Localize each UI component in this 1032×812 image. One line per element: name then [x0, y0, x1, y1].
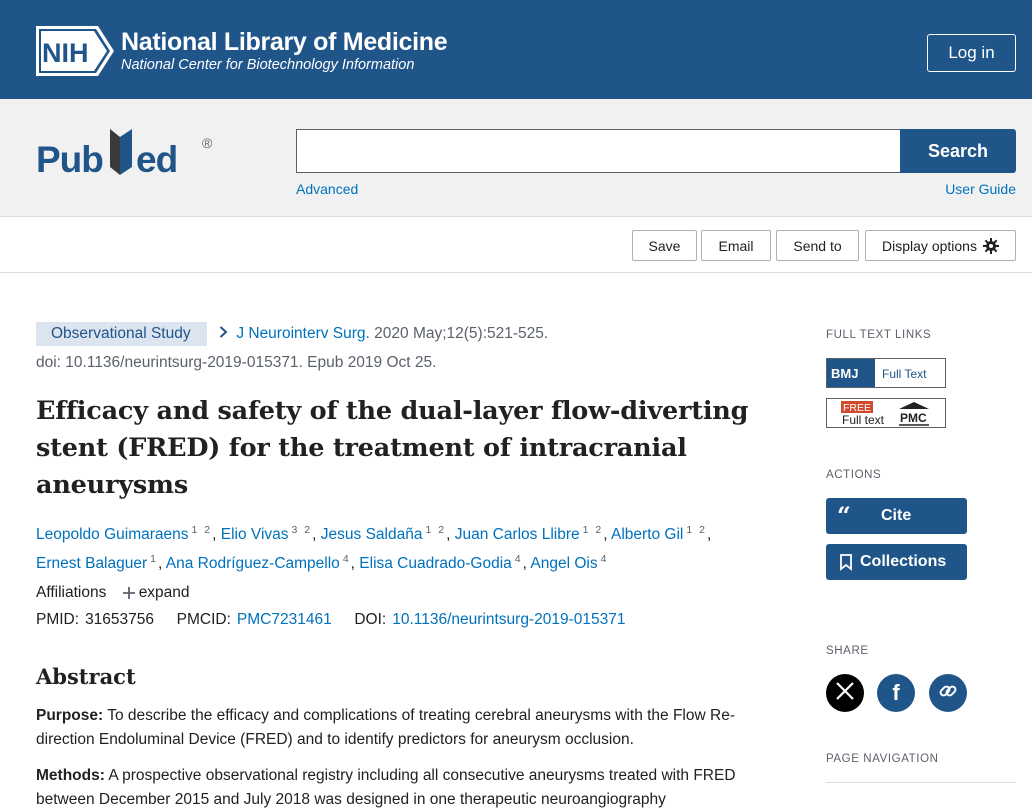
author-link[interactable]: Ana Rodríguez-Campello — [165, 555, 340, 573]
affiliations-label: Affiliations — [36, 584, 107, 601]
link-icon — [938, 681, 958, 706]
pmc-brand: PMC — [900, 411, 927, 425]
doi-line: doi: 10.1136/neurintsurg-2019-015371. Epub 2019 Oct 25. — [36, 354, 437, 371]
save-label: Save — [648, 237, 681, 254]
nih-logo[interactable] — [36, 26, 114, 76]
expand-label: expand — [138, 584, 190, 601]
facebook-icon: f — [892, 680, 900, 705]
doi-link[interactable]: 10.1136/neurintsurg-2019-015371 — [392, 611, 626, 628]
save-button[interactable] — [632, 230, 697, 261]
nih-logo-text: NIH — [42, 38, 89, 68]
page-navigation-divider — [826, 782, 1016, 783]
author-affiliation-refs[interactable]: 4 — [600, 553, 609, 566]
methods-text: A prospective observational registry including all consecutive aneurysms treated with FRED between December 2015 and July 2018 was designed in one therapeutic neuroangiography — [36, 767, 736, 808]
author-item — [611, 526, 707, 543]
pmid-value: 31653756 — [85, 611, 155, 628]
pmc-full-text-link[interactable] — [826, 398, 946, 428]
pmid-label: PMID: — [36, 611, 80, 628]
email-label: Email — [718, 237, 754, 254]
bmj-brand: BMJ — [831, 366, 859, 381]
author-affiliation-refs[interactable]: 1 2 — [425, 524, 447, 536]
publication-type-badge[interactable]: Observational Study — [36, 322, 207, 346]
collections-label: Collections — [860, 553, 947, 570]
author-list: Leopoldo Guimaraens $^{1 2}$, Elio Vivas $^{3 2}$, Jesus Saldaña $^{1 2}$, Juan Carlos Llibre $^{1 2}$, Alberto Gil $^{1 2}$, Ernest Balaguer $^1$, Ana Rodríguez-Campello $^4$, Elisa Cuadrado-Godia $^4$, Angel Ois $^4$ — [36, 524, 712, 573]
pubmed-book-icon — [110, 129, 120, 175]
abstract-purpose — [36, 704, 766, 752]
author-link[interactable]: Juan Carlos Llibre — [454, 526, 580, 544]
send-to-label: Send to — [793, 237, 842, 254]
author-link[interactable]: Elisa Cuadrado-Godia — [359, 555, 512, 573]
full-text-links-heading: FULL TEXT LINKS — [826, 329, 932, 341]
plus-icon — [123, 586, 135, 604]
author-item — [36, 526, 212, 543]
author-link[interactable]: Ernest Balaguer — [36, 555, 148, 573]
author-item — [166, 555, 351, 572]
methods-label: Methods: — [36, 767, 105, 784]
search-band — [0, 99, 1032, 217]
author-item — [455, 526, 604, 543]
x-icon — [835, 681, 855, 706]
page-navigation-heading: PAGE NAVIGATION — [826, 753, 939, 765]
display-options-label: Display options — [882, 237, 977, 254]
nih-subtitle: National Center for Biotechnology Information — [121, 57, 415, 73]
author-link[interactable]: Jesus Saldaña — [320, 526, 423, 544]
author-item — [530, 555, 608, 572]
journal-citation — [219, 325, 548, 343]
email-button[interactable] — [701, 230, 771, 261]
svg-text:®: ® — [202, 135, 213, 151]
author-item — [221, 526, 312, 543]
author-link[interactable]: Alberto Gil — [611, 526, 684, 544]
author-affiliation-refs[interactable]: 1 — [150, 553, 158, 566]
author-item — [36, 555, 158, 572]
author-affiliation-refs[interactable]: 1 2 — [582, 524, 604, 536]
affiliations-row — [36, 584, 190, 604]
nih-title[interactable]: National Library of Medicine — [121, 28, 448, 56]
doi-label: DOI: — [354, 611, 387, 628]
purpose-text: To describe the efficacy and complications of treating cerebral aneurysms with the Flow Re-direction Endoluminal Device (FRED) and to identify predictors for aneurysm occlusion. — [36, 707, 735, 748]
quote-icon: “ — [837, 501, 851, 530]
user-guide-link[interactable]: User Guide — [945, 181, 1016, 197]
pmcid-label: PMCID: — [176, 611, 231, 628]
gear-icon — [983, 238, 999, 254]
share-facebook-button[interactable] — [877, 674, 915, 712]
purpose-label: Purpose: — [36, 707, 104, 724]
advanced-search-link[interactable]: Advanced — [296, 181, 359, 197]
author-affiliation-refs[interactable]: 1 2 — [686, 524, 707, 536]
actions-heading: ACTIONS — [826, 469, 882, 481]
svg-text:Pub: Pub — [36, 139, 103, 180]
share-copy-link-button[interactable] — [929, 674, 967, 712]
share-heading: SHARE — [826, 645, 869, 657]
login-button[interactable]: Log in — [927, 34, 1016, 72]
abstract-methods — [36, 764, 766, 812]
article-toolbar — [0, 217, 1032, 273]
article-title: Efficacy and safety of the dual-layer flow-diverting stent (FRED) for the treatment of intracranial aneurysms — [36, 396, 749, 500]
author-affiliation-refs[interactable]: 4 — [342, 553, 351, 566]
pmc-label: Full text — [842, 413, 885, 427]
nih-header — [0, 0, 1032, 99]
bookmark-icon — [840, 554, 852, 575]
display-options-button[interactable] — [865, 230, 1016, 261]
affiliations-expand-toggle[interactable] — [123, 584, 190, 601]
journal-name-link[interactable]: J Neurointerv Surg. — [236, 325, 370, 342]
pmcid-link[interactable]: PMC7231461 — [236, 611, 332, 628]
author-affiliation-refs[interactable]: 4 — [514, 553, 523, 566]
pmc-free-tag: FREE — [843, 402, 872, 414]
cite-button[interactable] — [826, 498, 967, 534]
search-button[interactable]: Search — [900, 129, 1016, 173]
author-link[interactable]: Leopoldo Guimaraens — [36, 526, 189, 544]
chevron-right-icon — [219, 325, 228, 343]
send-to-button[interactable] — [776, 230, 859, 261]
author-link[interactable]: Angel Ois — [530, 555, 598, 573]
author-affiliation-refs[interactable]: 1 2 — [191, 524, 213, 536]
collections-button[interactable] — [826, 544, 967, 580]
share-x-button[interactable] — [826, 674, 864, 712]
pubmed-logo[interactable] — [34, 123, 224, 189]
abstract-heading: Abstract — [36, 664, 136, 689]
author-item — [321, 526, 446, 543]
pmc-building-icon — [899, 402, 929, 409]
author-item — [359, 555, 522, 572]
bmj-full-text-link[interactable] — [826, 358, 946, 388]
citation-details: 2020 May;12(5):521-525. — [374, 325, 549, 342]
search-input[interactable] — [296, 129, 901, 173]
bmj-label: Full Text — [882, 367, 927, 381]
svg-text:ed: ed — [136, 139, 178, 180]
cite-label: Cite — [881, 507, 912, 524]
identifiers-row — [36, 611, 625, 629]
author-affiliation-refs[interactable]: 3 2 — [291, 524, 313, 536]
author-link[interactable]: Elio Vivas — [220, 526, 289, 544]
